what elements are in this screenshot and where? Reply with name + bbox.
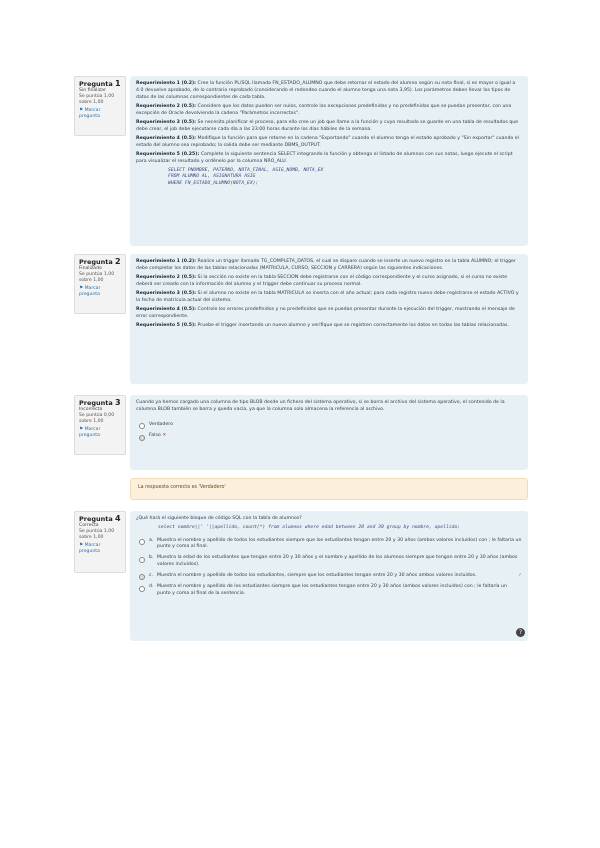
help-icon[interactable]: ? — [516, 628, 525, 637]
question-content-3 — [130, 395, 528, 470]
flag-icon: ⚑ — [79, 543, 84, 548]
option-true[interactable]: Verdadero — [136, 422, 522, 430]
correct-check-icon: ✓ — [518, 572, 522, 578]
question-info-1 — [74, 76, 126, 136]
code-line: WHERE FN_ESTADO_ALUMNO(NOTA_EX); — [168, 180, 259, 186]
question-score: Se puntúa 1,00 sobre 1,00 — [79, 94, 115, 105]
question-text: ¿Qué hará el siguiente bloque de código SQL con la tabla de alumnos? — [136, 516, 302, 521]
incorrect-icon: ✕ — [160, 433, 167, 439]
sql-code-block: select nombre||' '||apellido, count(*) from alumnos where edad between 20 and 30 group by nombre, apellido; — [158, 525, 460, 531]
requirement: Requerimiento 3 (0.5): Se necesita planificar el proceso, para ello cree un job que llame a la función y cuyo resultado se guarde en una tabla de resultados que debe crear, el job debe ejecutarse cada día a las 23:00 horas durante los días hábiles de la semana. — [136, 119, 519, 132]
question-content-2 — [130, 254, 528, 384]
flag-question-link[interactable]: ⚑ Marcar pregunta — [79, 427, 101, 438]
question-content-1 — [130, 76, 528, 246]
requirement: Requerimiento 1 (0.2): Cree la función PL/SQL llamada FN_ESTADO_ALUMNO que debe retornar el estado del alumno según su nota final, si es mayor o igual a 4.0 devuelve aprobado, de lo contrario reprobado (considerando el redondeo cuando el alumno tenga una nota 3,95). Los parámetros deben llevar los tipos de datos de las columnas correspondientes de cada tabla. — [136, 81, 516, 100]
option-false[interactable]: Falso ✕ — [136, 433, 522, 441]
requirement: Requerimiento 5 (0.25): Complete la siguiente sentencia SELECT integrando la función y obtenga el listado de alumnos con sus notas, luego ejecute el script para visualizar el resultado y ordénelo por la columna NRO_ALU. — [136, 152, 513, 164]
requirement: Requerimiento 1 (0.2): Realice un trigger llamado TG_COMPLETA_DATOS, el cual se dispare cuando se inserte un nuevo registro en la tabla ALUMNO; el trigger debe completar los datos de las tablas relacionadas (MATRICULA, CURSO, SECCION y CARRERA) según las siguientes indicaciones. — [136, 259, 516, 271]
question-number: Pregunta 2 — [79, 257, 121, 266]
feedback-correct-answer: La respuesta correcta es 'Verdadero' — [130, 478, 528, 500]
code-line: SELECT PNOMBRE, PATERNO, NOTA_FINAL, ASIG_NOMB, NOTA_EX — [168, 168, 324, 174]
option-b[interactable]: b. Muestra la edad de los estudiantes que tengan entre 20 y 30 años y el nombre y apellido de los alumnos siempre que tengan entre 20 y 30 años (ambos valores incluidos). — [136, 555, 522, 569]
radio-button[interactable] — [139, 423, 145, 429]
radio-button[interactable] — [139, 539, 145, 545]
requirement: Requerimiento 4 (0.5): Controle los errores predefinidos y no predefinidos que se puedan presentar durante la ejecución del trigger, mostrando el mensaje de error correspondiente. — [136, 307, 515, 320]
flag-question-link[interactable]: ⚑ Marcar pregunta — [79, 108, 101, 119]
sql-code-block — [136, 168, 522, 187]
radio-button[interactable] — [139, 586, 145, 592]
code-line: FROM ALUMNO AL, ASIGNATURA ASIG — [168, 174, 256, 180]
question-info-2 — [74, 254, 126, 314]
option-a[interactable]: a. Muestra el nombre y apellido de todos los estudiantes siempre que los estudiantes tengan entre 20 y 30 años (ambos valores incluidos) con ; le faltaría un punto y coma al final. — [136, 538, 522, 552]
radio-button[interactable] — [139, 557, 145, 563]
flag-icon: ⚑ — [79, 108, 84, 113]
flag-icon: ⚑ — [79, 286, 84, 291]
requirement: Requerimiento 2 (0.5): Si la sección no existe en la tabla SECCION debe registrarse con el código correspondiente y el curso asignado, si el curso no existe deberá ser creado con la información del alumno y el trigger debe continuar su proceso normal. — [136, 275, 508, 287]
flag-question-link[interactable]: ⚑ Marcar pregunta — [79, 286, 101, 297]
question-score: Se puntúa 0,00 sobre 1,00 — [79, 413, 115, 424]
question-score: Se puntúa 1,00 sobre 1,00 — [79, 272, 115, 283]
question-status: Incorrecta — [79, 407, 103, 412]
question-number: Pregunta 3 — [79, 398, 121, 407]
question-status: Correcta — [79, 523, 99, 528]
question-text: Cuando ya hemos cargado una columna de tipo BLOB desde un fichero del sistema operativo, si se borra el archivo del sistema operativo, el contenido de la columna BLOB también se borra y queda vacía, ya que la columna solo almacena la referencia al archivo. — [136, 400, 505, 412]
requirement: Requerimiento 4 (0.5): Modifique la función para que retorne en la cadena "Exportando" cuando el alumno tenga el estado aprobado y "Sin exportar" cuando el estado del alumno sea reprobado; la salida debe ser mediante DBMS_OUTPUT. — [136, 136, 519, 148]
question-info-4 — [74, 511, 126, 573]
option-c[interactable]: c. Muestra el nombre y apellido de todos los estudiantes, siempre que los estudiantes tengan entre 20 y 30 años ambos valores incluidos. ✓ — [136, 573, 522, 581]
option-d[interactable]: d. Muestra el nombre y apellido de los estudiantes siempre que los estudiantes tengan entre 20 y 30 años (ambos valores incluidos) con ; le faltaría un punto y coma al final de la sentencia. — [136, 584, 522, 598]
question-number: Pregunta 1 — [79, 79, 121, 88]
question-score: Se puntúa 1,00 sobre 1,00 — [79, 529, 115, 540]
requirement: Requerimiento 2 (0.5): Considere que los datos pueden ser nulos, controle las excepciones predefinidas y no predefinidas que se puedan presentar, con una excepción de Oracle devolviendo la cadena "Parámetros incorrectos". — [136, 103, 512, 116]
question-content-4 — [130, 511, 528, 641]
question-number: Pregunta 4 — [79, 514, 121, 523]
flag-question-link[interactable]: ⚑ Marcar pregunta — [79, 543, 101, 554]
radio-button[interactable] — [139, 574, 145, 580]
requirement: Requerimiento 5 (0.5): Pruebe el trigger insertando un nuevo alumno y verifique que se registren correctamente los datos en todas las tablas relacionadas. — [136, 323, 509, 329]
question-info-3 — [74, 395, 126, 455]
radio-button[interactable] — [139, 435, 145, 441]
requirement: Requerimiento 3 (0.5): Si el alumno no existe en la tabla MATRICULA se inserta con el año actual; para cada registro nuevo debe registrarse el estado ACTIVO y la fecha de matrícula actual del sistema. — [136, 291, 519, 303]
question-status: Finalizado — [79, 266, 102, 271]
flag-icon: ⚑ — [79, 427, 84, 432]
question-status: Sin finalizar — [79, 88, 106, 93]
